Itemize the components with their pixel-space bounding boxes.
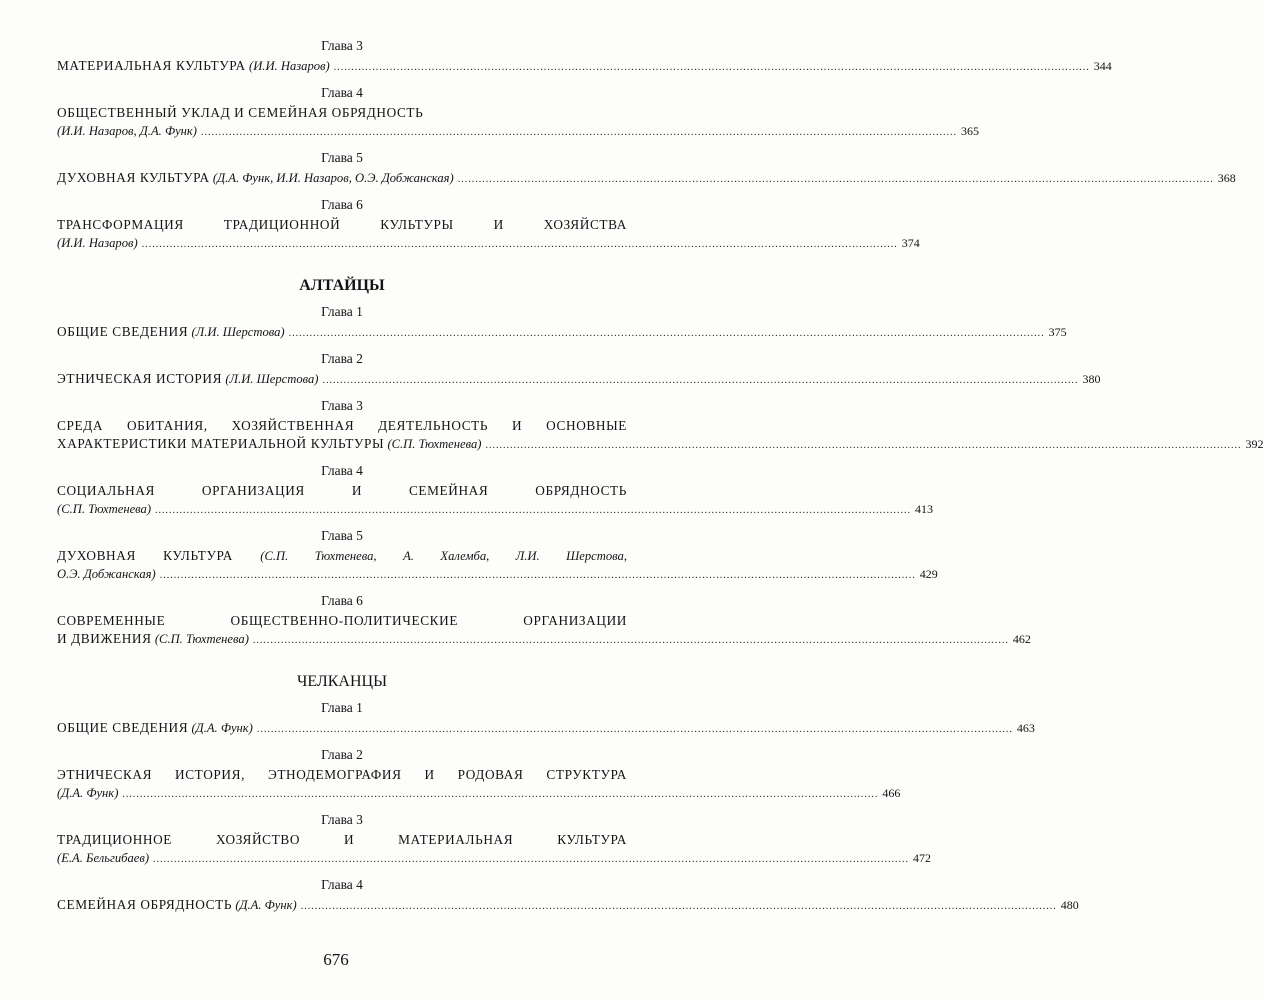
entry-author: (Е.А. Бельгибаев) [57, 851, 150, 865]
entry-text [57, 169, 454, 187]
leader-dots: ........................................................................................................................................................................................................................ [300, 901, 1057, 912]
entry-author: (Д.А. Функ) [235, 898, 297, 912]
section-heading: АЛТАЙЦЫ [299, 277, 385, 294]
entry-page-number: 392 [1245, 437, 1263, 451]
chapter-label: Глава 5 [321, 528, 363, 543]
entry-title: И ДВИЖЕНИЯ [57, 631, 152, 646]
entry-author: (И.И. Назаров, Д.А. Функ) [57, 124, 197, 138]
entry-author: (Л.И. Шерстова) [191, 325, 285, 339]
leader-dots: ........................................................................................................................................................................................................................ [201, 127, 957, 138]
toc-entry[interactable] [57, 370, 1101, 390]
leader-dots: ........................................................................................................................................................................................................................ [485, 440, 1242, 451]
entry-page-number: 462 [1012, 632, 1031, 646]
entry-leader-line [57, 57, 1112, 77]
entry-title-line: СОЦИАЛЬНАЯ ОРГАНИЗАЦИЯ И СЕМЕЙНАЯ ОБРЯДНОСТЬ [57, 483, 627, 498]
leader-dots: ........................................................................................................................................................................................................................ [322, 375, 1079, 386]
section-heading: ЧЕЛКАНЦЫ [296, 673, 388, 690]
leader-dots: ........................................................................................................................................................................................................................ [457, 174, 1214, 185]
entry-leader-line [57, 784, 901, 804]
chapter-label: Глава 1 [321, 700, 363, 715]
chapter-label: Глава 4 [321, 877, 363, 892]
entry-leader-line [57, 370, 1101, 390]
leader-dots: ........................................................................................................................................................................................................................ [153, 854, 910, 865]
entry-title-line: ТРАДИЦИОННОЕ ХОЗЯЙСТВО И МАТЕРИАЛЬНАЯ КУЛЬТУРА [57, 832, 627, 847]
entry-text [57, 323, 285, 341]
entry-leader-line [57, 719, 1035, 739]
entry-leader-line [57, 849, 932, 869]
entry-title: МАТЕРИАЛЬНАЯ КУЛЬТУРА [57, 58, 246, 73]
entry-title: СЕМЕЙНАЯ ОБРЯДНОСТЬ [57, 897, 233, 912]
entry-text [57, 500, 151, 518]
leader-dots: ........................................................................................................................................................................................................................ [252, 635, 1009, 646]
chapter-label: Глава 3 [321, 398, 363, 413]
leader-dots: ........................................................................................................................................................................................................................ [333, 62, 1090, 73]
entry-title-line: СОВРЕМЕННЫЕ ОБЩЕСТВЕННО-ПОЛИТИЧЕСКИЕ ОРГАНИЗАЦИИ [57, 613, 627, 628]
entry-text [57, 370, 318, 388]
leader-dots: ........................................................................................................................................................................................................................ [288, 328, 1045, 339]
entry-text [57, 784, 118, 802]
entry-author: (Д.А. Функ) [57, 786, 119, 800]
entry-title: ХАРАКТЕРИСТИКИ МАТЕРИАЛЬНОЙ КУЛЬТУРЫ [57, 436, 385, 451]
entry-title-line: ЭТНИЧЕСКАЯ ИСТОРИЯ, ЭТНОДЕМОГРАФИЯ И РОДОВАЯ СТРУКТУРА [57, 767, 627, 782]
leader-dots: ........................................................................................................................................................................................................................ [155, 505, 912, 516]
entry-text [57, 630, 249, 648]
leader-dots: ........................................................................................................................................................................................................................ [256, 724, 1013, 735]
entry-title-line: ОБЩЕСТВЕННЫЙ УКЛАД И СЕМЕЙНАЯ ОБРЯДНОСТЬ [57, 105, 424, 120]
entry-page-number: 429 [919, 567, 938, 581]
entry-leader-line [57, 323, 1067, 343]
entry-page-number: 472 [913, 851, 932, 865]
entry-page-number: 344 [1093, 59, 1112, 73]
entry-author: (Д.А. Функ, И.И. Назаров, О.Э. Добжанская) [212, 171, 454, 185]
chapter-label: Глава 6 [321, 197, 363, 212]
entry-text [57, 896, 297, 914]
chapter-label: Глава 3 [321, 38, 363, 53]
toc-entry[interactable] [57, 323, 1067, 343]
entry-author: (И.И. Назаров) [57, 236, 138, 250]
toc-entry[interactable] [57, 57, 1112, 77]
entry-text [57, 435, 481, 453]
entry-page-number: 480 [1060, 898, 1079, 912]
entry-title: ОБЩИЕ СВЕДЕНИЯ [57, 324, 189, 339]
entry-page-number: 466 [882, 786, 901, 800]
entry-title: ДУХОВНАЯ КУЛЬТУРА [57, 170, 210, 185]
entry-page-number: 463 [1016, 721, 1035, 735]
page-number: 676 [323, 950, 349, 969]
entry-title-line: ДУХОВНАЯ КУЛЬТУРА (С.П. Тюхтенева, А. Халемба, Л.И. Шерстова, [57, 548, 627, 563]
chapter-label: Глава 1 [321, 304, 363, 319]
entry-leader-line [57, 896, 1079, 916]
entry-text [57, 122, 197, 140]
leader-dots: ........................................................................................................................................................................................................................ [141, 239, 898, 250]
table-of-contents [57, 30, 1263, 920]
entry-title: ЭТНИЧЕСКАЯ ИСТОРИЯ [57, 371, 223, 386]
entry-text [57, 719, 253, 737]
entry-text [57, 849, 149, 867]
chapter-label: Глава 2 [321, 747, 363, 762]
chapter-label: Глава 5 [321, 150, 363, 165]
entry-leader-line [57, 630, 1031, 650]
entry-author: О.Э. Добжанская) [57, 567, 156, 581]
entry-leader-line [57, 500, 934, 520]
entry-leader-line [57, 122, 979, 142]
entry-author: (И.И. Назаров) [249, 59, 330, 73]
entry-leader-line [57, 565, 938, 585]
entry-page-number: 374 [901, 236, 920, 250]
toc-entry[interactable] [57, 104, 979, 142]
entry-leader-line [57, 435, 1263, 455]
entry-title-line: СРЕДА ОБИТАНИЯ, ХОЗЯЙСТВЕННАЯ ДЕЯТЕЛЬНОСТЬ И ОСНОВНЫЕ [57, 418, 627, 433]
entry-author: (С.П. Тюхтенева) [154, 632, 249, 646]
entry-page-number: 365 [961, 124, 979, 138]
entry-leader-line [57, 169, 1236, 189]
entry-text [57, 234, 138, 252]
entry-page-number: 375 [1048, 325, 1067, 339]
leader-dots: ........................................................................................................................................................................................................................ [122, 789, 879, 800]
chapter-label: Глава 4 [321, 463, 363, 478]
leader-dots: ........................................................................................................................................................................................................................ [159, 570, 916, 581]
entry-text [57, 565, 156, 583]
toc-entry[interactable] [57, 482, 934, 520]
entry-author: (С.П. Тюхтенева) [57, 502, 152, 516]
toc-entry[interactable] [57, 612, 1031, 650]
entry-author: (Л.И. Шерстова) [225, 372, 319, 386]
entry-title: ОБЩИЕ СВЕДЕНИЯ [57, 720, 189, 735]
entry-author: (С.П. Тюхтенева) [387, 437, 482, 451]
entry-page-number: 380 [1082, 372, 1101, 386]
toc-entry[interactable] [57, 831, 932, 869]
chapter-label: Глава 4 [321, 85, 363, 100]
toc-entry[interactable] [57, 719, 1035, 739]
toc-entry[interactable] [57, 417, 1263, 455]
entry-title-line: ТРАНСФОРМАЦИЯ ТРАДИЦИОННОЙ КУЛЬТУРЫ И ХОЗЯЙСТВА [57, 217, 627, 232]
entry-leader-line [57, 234, 920, 254]
entry-page-number: 368 [1217, 171, 1236, 185]
chapter-label: Глава 2 [321, 351, 363, 366]
toc-entry[interactable] [57, 766, 901, 804]
entry-text [57, 57, 330, 75]
chapter-label: Глава 3 [321, 812, 363, 827]
toc-entry[interactable] [57, 547, 938, 585]
entry-page-number: 413 [915, 502, 934, 516]
chapter-label: Глава 6 [321, 593, 363, 608]
toc-entry[interactable] [57, 216, 920, 254]
toc-entry[interactable] [57, 896, 1079, 916]
entry-author: (Д.А. Функ) [191, 721, 253, 735]
toc-entry[interactable] [57, 169, 1236, 189]
